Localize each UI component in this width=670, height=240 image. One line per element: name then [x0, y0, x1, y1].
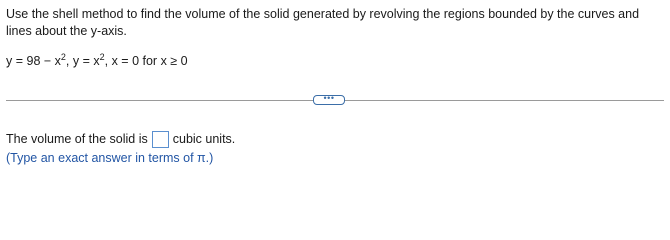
answer-suffix: cubic units. [172, 132, 236, 146]
equation-part-3: , x = 0 for x ≥ 0 [104, 54, 188, 68]
equation-part-1: y = 98 − x [6, 54, 61, 68]
equation-part-2: , y = x [65, 54, 100, 68]
more-dots-icon: ••• [323, 93, 335, 103]
answer-hint: (Type an exact answer in terms of π.) [6, 151, 214, 165]
volume-answer-input[interactable] [152, 131, 169, 148]
answer-line [6, 130, 235, 148]
equation-exponent-2: 2 [99, 51, 105, 62]
question-prompt: Use the shell method to find the volume of the solid generated by revolving the regions bounded by the curves and lines about the y-axis. [6, 7, 640, 38]
equation-exponent-1: 2 [60, 51, 66, 62]
equation [6, 52, 188, 70]
answer-prefix: The volume of the solid is [6, 132, 148, 146]
expand-button[interactable] [313, 95, 345, 105]
